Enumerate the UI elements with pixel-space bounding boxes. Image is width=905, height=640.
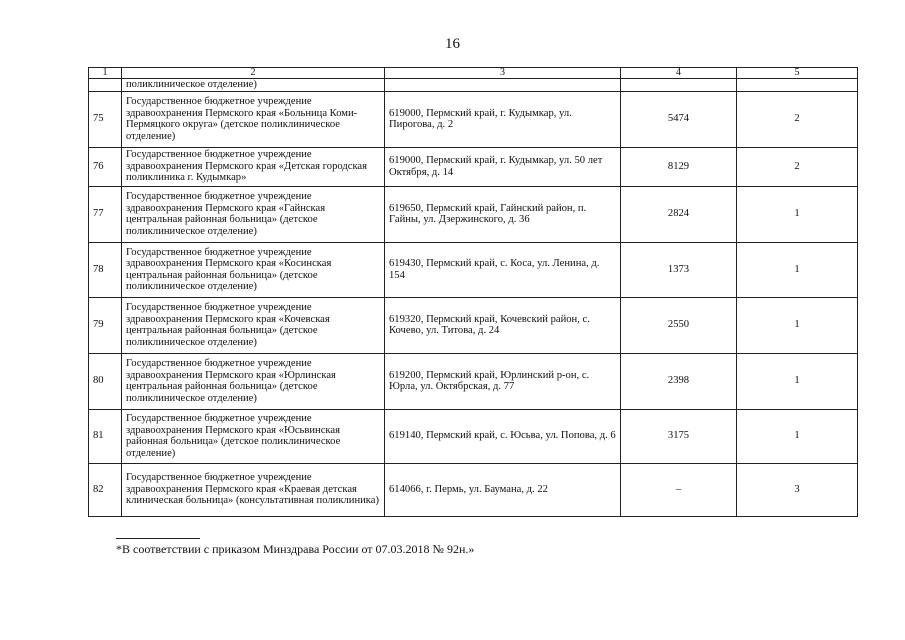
institution-name-cell: Государственное бюджетное учреждение здравоохранения Пермского края «Кочевская центральная районная больница» (детское поликлиническое отделение): [122, 297, 385, 353]
column-4-value-cell: 2398: [621, 353, 737, 409]
column-5-value-cell: 3: [737, 463, 858, 516]
table-row: [89, 242, 858, 297]
table-row: [89, 297, 858, 353]
row-number-cell: 82: [89, 463, 122, 516]
row-number-cell: 81: [89, 409, 122, 463]
continued-row: [89, 79, 858, 92]
address-cell: 619430, Пермский край, с. Коса, ул. Ленина, д. 154: [385, 242, 621, 297]
address-cell: 619000, Пермский край, г. Кудымкар, ул. Пирогова, д. 2: [385, 91, 621, 147]
column-5-value-cell: 1: [737, 242, 858, 297]
institution-name-cell: Государственное бюджетное учреждение здравоохранения Пермского края «Детская городская поликлиника г. Кудымкар»: [122, 147, 385, 186]
continued-c4-cell: [621, 79, 737, 92]
column-4-value-cell: 2550: [621, 297, 737, 353]
row-number-cell: 78: [89, 242, 122, 297]
institution-name-cell: Государственное бюджетное учреждение здравоохранения Пермского края «Краевая детская клиническая больница» (консультативная поликлиника): [122, 463, 385, 516]
column-4-value-cell: 8129: [621, 147, 737, 186]
institution-name-cell: Государственное бюджетное учреждение здравоохранения Пермского края «Больница Коми-Пермяцкого округа» (детское поликлиническое отделение): [122, 91, 385, 147]
institution-name-cell: Государственное бюджетное учреждение здравоохранения Пермского края «Юрлинская центральная районная больница» (детское поликлиническое отделение): [122, 353, 385, 409]
column-4-value-cell: 5474: [621, 91, 737, 147]
continued-addr-cell: [385, 79, 621, 92]
table-row: [89, 353, 858, 409]
address-cell: 614066, г. Пермь, ул. Баумана, д. 22: [385, 463, 621, 516]
institution-name-cell: Государственное бюджетное учреждение здравоохранения Пермского края «Косинская центральная районная больница» (детское поликлиническое отделение): [122, 242, 385, 297]
column-header-4: 4: [621, 68, 737, 79]
continued-name-cell: поликлиническое отделение): [122, 79, 385, 92]
column-header-1: 1: [89, 68, 122, 79]
column-5-value-cell: 2: [737, 147, 858, 186]
institution-name-cell: Государственное бюджетное учреждение здравоохранения Пермского края «Гайнская центральная районная больница» (детское поликлиническое отделение): [122, 186, 385, 242]
column-header-3: 3: [385, 68, 621, 79]
column-4-value-cell: 3175: [621, 409, 737, 463]
column-5-value-cell: 1: [737, 409, 858, 463]
table-row: [89, 91, 858, 147]
continued-c5-cell: [737, 79, 858, 92]
column-4-value-cell: –: [621, 463, 737, 516]
row-number-cell: 80: [89, 353, 122, 409]
column-header-2: 2: [122, 68, 385, 79]
column-5-value-cell: 1: [737, 186, 858, 242]
column-5-value-cell: 2: [737, 91, 858, 147]
address-cell: 619200, Пермский край, Юрлинский р-он, с. Юрла, ул. Октябрская, д. 77: [385, 353, 621, 409]
row-number-cell: 76: [89, 147, 122, 186]
page-number: 16: [445, 36, 460, 52]
address-cell: 619650, Пермский край, Гайнский район, п. Гайны, ул. Дзержинского, д. 36: [385, 186, 621, 242]
address-cell: 619000, Пермский край, г. Кудымкар, ул. 50 лет Октября, д. 14: [385, 147, 621, 186]
address-cell: 619320, Пермский край, Кочевский район, с. Кочево, ул. Титова, д. 24: [385, 297, 621, 353]
row-number-cell: 79: [89, 297, 122, 353]
footnote-text: *В соответствии с приказом Минздрава России от 07.03.2018 № 92н.»: [116, 542, 475, 556]
column-5-value-cell: 1: [737, 353, 858, 409]
table-row: [89, 463, 858, 516]
institutions-table: [88, 67, 858, 517]
footnote-divider: [116, 538, 200, 539]
row-number-cell: 77: [89, 186, 122, 242]
table-row: [89, 186, 858, 242]
table-header-row: [89, 68, 858, 79]
column-4-value-cell: 2824: [621, 186, 737, 242]
column-4-value-cell: 1373: [621, 242, 737, 297]
column-5-value-cell: 1: [737, 297, 858, 353]
column-header-5: 5: [737, 68, 858, 79]
continued-num-cell: [89, 79, 122, 92]
table-row: [89, 147, 858, 186]
address-cell: 619140, Пермский край, с. Юсьва, ул. Попова, д. 6: [385, 409, 621, 463]
table-body: [89, 68, 858, 517]
institution-name-cell: Государственное бюджетное учреждение здравоохранения Пермского края «Юсьвинская районная больница» (детское поликлиническое отделение): [122, 409, 385, 463]
row-number-cell: 75: [89, 91, 122, 147]
table-row: [89, 409, 858, 463]
